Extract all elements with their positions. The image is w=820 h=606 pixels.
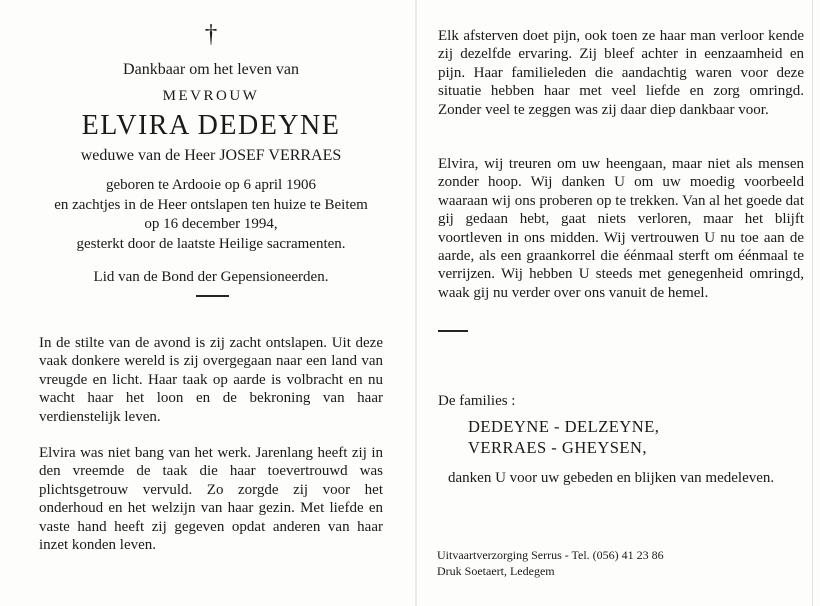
families-label: De families : [438,393,516,409]
scan-edge-line [812,0,813,606]
obituary-paragraph: Elvira, wij treuren om uw heengaan, maar niet als mensen zonder hoop. Wij danken U om uw moedig voorbeeld waaraan wij ons proberen op te trekken. Van al het goede dat gij gedaan hebt, gaat niets verloren, maar het blijft voortleven in ons midden. Wij vertrouwen U nu toe aan de aarde, als een graankorrel die éénmaal sterft om éénmaal te verrijzen. Wij hebben U steeds met genegenheid omringd, waak gij nu verder over ons vanuit de hemel. [438,156,804,301]
birth-line: geboren te Ardooie op 6 april 1906 [106,177,316,193]
death-date-line: op 16 december 1994, [144,216,278,232]
printer-line: Druk Soetaert, Ledegem [437,563,555,578]
left-page-header [39,22,383,165]
divider-rule [438,330,468,332]
membership-line: Lid van de Bond der Gepensioneerden. [93,269,329,285]
family-names [468,417,659,458]
divider-rule [196,295,229,297]
deceased-name: ELVIRA DEDEYNE [81,110,341,141]
widow-line: weduwe van de Heer JOSEF VERRAES [80,147,342,164]
life-event-lines [39,176,383,254]
thanks-line: danken U voor uw gebeden en blijken van medeleven. [448,470,775,486]
family-name: DEDEYNE - DELZEYNE, [468,417,660,436]
honorific-line: MEVROUW [162,88,260,104]
card-footer [437,548,664,579]
cross-icon: † [204,21,218,48]
death-place-line: en zachtjes in de Heer ontslapen ten huize te Beitem [54,196,368,213]
intro-line: Dankbaar om het leven van [123,61,299,78]
page-fold-divider [415,0,417,606]
obituary-paragraph: In de stilte van de avond is zij zacht ontslapen. Uit deze vaak donkere wereld is zij overgegaan naar een land van vreugde en licht. Haar taak op aarde is volbracht en nu wacht haar het loon en de bekroning van haar verdienstelijk leven. [39,335,383,425]
funeral-home-line: Uitvaartverzorging Serrus - Tel. (056) 41 23 86 [437,548,664,562]
obituary-paragraph: Elvira was niet bang van het werk. Jarenlang heeft zij in den vreemde de taak die haar toevertrouwd was plichtsgetrouw vervuld. Zo zorgde zij voor het onderhoud en het welzijn van haar gezin. Met liefde en vaste hand heeft zij gegeven opdat anderen van haar inzet konden leven. [39,445,383,554]
sacraments-line: gesterkt door de laatste Heilige sacramenten. [76,235,346,252]
family-name: VERRAES - GHEYSEN, [468,437,648,457]
obituary-paragraph: Elk afsterven doet pijn, ook toen ze haar man verloor kende zij dezelfde ervaring. Zij bleef achter in eenzaamheid en pijn. Haar familieleden die aandachtig waren voor deze situatie hebben haar met veel liefde en zorg omringd. Zonder veel te zeggen was zij daar diep dankbaar voor. [438,28,804,118]
